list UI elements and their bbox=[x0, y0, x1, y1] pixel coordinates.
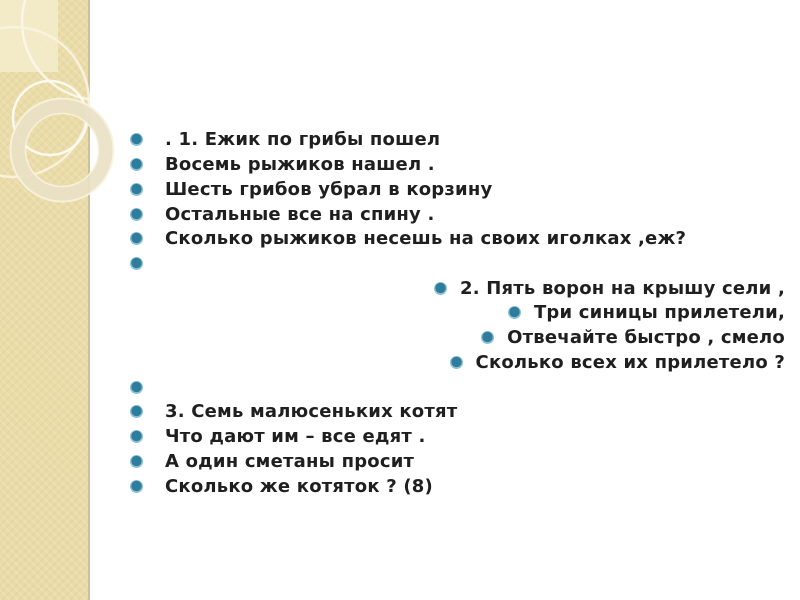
list-line-text: Остальные все на спину . bbox=[165, 203, 435, 225]
list-line-text: 2. Пять ворон на крышу сели , bbox=[460, 277, 785, 299]
bullet-list bbox=[88, 128, 800, 499]
bullet-icon bbox=[130, 183, 143, 196]
bullet-icon bbox=[130, 158, 143, 171]
sidebar-decoration-band bbox=[0, 0, 90, 600]
list-line bbox=[88, 325, 800, 350]
list-line-text: Сколько рыжиков несешь на своих иголках ,еж? bbox=[165, 228, 687, 250]
list-line bbox=[88, 424, 800, 449]
list-line bbox=[88, 251, 800, 276]
bullet-icon bbox=[481, 331, 494, 344]
bullet-icon bbox=[130, 381, 143, 394]
bullet-icon bbox=[130, 257, 143, 270]
bullet-icon bbox=[130, 455, 143, 468]
list-line bbox=[88, 202, 800, 227]
list-line bbox=[88, 276, 800, 301]
list-line-text: Шесть грибов убрал в корзину bbox=[165, 178, 493, 200]
bullet-icon bbox=[130, 232, 143, 245]
list-line bbox=[88, 152, 800, 177]
list-line-text: 3. Семь малюсеньких котят bbox=[165, 401, 458, 423]
list-line bbox=[88, 375, 800, 400]
list-line-text: Отвечайте быстро , смело bbox=[507, 327, 785, 349]
bullet-icon bbox=[450, 356, 463, 369]
list-line bbox=[88, 400, 800, 425]
list-line bbox=[88, 177, 800, 202]
bullet-icon bbox=[130, 480, 143, 493]
list-line-text: Что дают им – все едят . bbox=[165, 426, 426, 448]
bullet-icon bbox=[130, 133, 143, 146]
bullet-icon bbox=[130, 405, 143, 418]
list-line-text: Сколько же котяток ? (8) bbox=[165, 475, 433, 497]
list-line-text: Восемь рыжиков нашел . bbox=[165, 154, 435, 176]
list-line bbox=[88, 226, 800, 251]
list-line bbox=[88, 128, 800, 153]
list-line bbox=[88, 474, 800, 499]
list-line bbox=[88, 301, 800, 326]
bullet-icon bbox=[508, 306, 521, 319]
list-line-text: Сколько всех их прилетело ? bbox=[475, 351, 785, 373]
bullet-icon bbox=[434, 282, 447, 295]
bullet-icon bbox=[130, 208, 143, 221]
list-line bbox=[88, 350, 800, 375]
list-line-text: . 1. Ежик по грибы пошел bbox=[165, 129, 441, 151]
list-line-text: А один сметаны просит bbox=[165, 450, 415, 472]
bullet-icon bbox=[130, 430, 143, 443]
list-line bbox=[88, 449, 800, 474]
slide-content bbox=[88, 0, 800, 600]
list-line-text: Три синицы прилетели, bbox=[533, 302, 785, 324]
